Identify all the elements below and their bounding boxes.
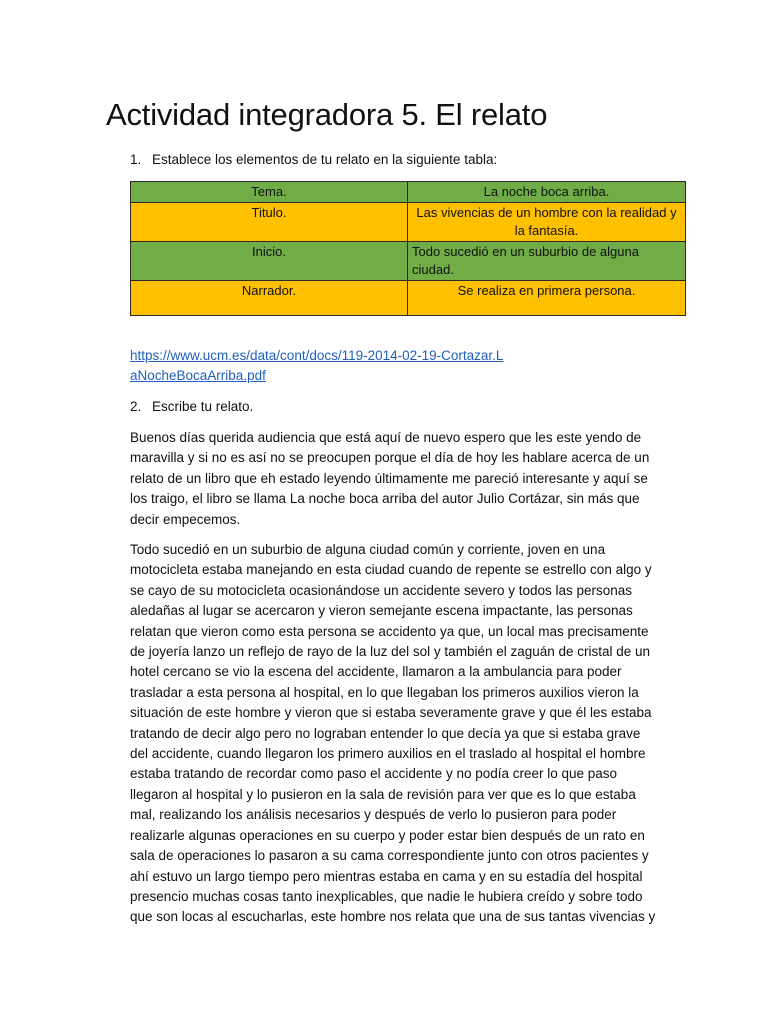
- table-cell-label: Narrador.: [131, 281, 408, 316]
- reference-link[interactable]: https://www.ucm.es/data/cont/docs/119-2014-02-19-Cortazar.LaNocheBocaArriba.pdf: [130, 348, 504, 383]
- table-row: [131, 242, 686, 281]
- table-cell-value: Todo sucedió en un suburbio de alguna ciudad.: [408, 242, 686, 281]
- task-2-number: 2.: [130, 399, 142, 414]
- table-cell-label: Titulo.: [131, 203, 408, 242]
- table-cell-value: Se realiza en primera persona.: [408, 281, 686, 316]
- table-cell-label: Inicio.: [131, 242, 408, 281]
- table-cell-label: Tema.: [131, 182, 408, 203]
- body-paragraph: Todo sucedió en un suburbio de alguna ciudad común y corriente, joven en una motocicleta estaba manejando en esta ciudad cuando de repente se estrello con algo y se cayo de su motocicleta ocasionándose un accidente severo y todos las personas aledañas al lugar se acercaron y vieron semejante escena impactante, las personas relatan que vieron como esta persona se accidento ya que, un local mas precisamente de joyería lanzo un reflejo de rayo de la luz del sol y también el zaguán de cristal de un hotel cercano se vio la escena del accidente, llamaron a la ambulancia para poder trasladar a esta persona al hospital, en lo que llegaban los primeros auxilios vieron la situación de este hombre y vieron que si estaba severamente grave y que él les estaba tratando de decir algo pero no lograban entender lo que decía ya que si estaba grave del accidente, cuando llegaron los primero auxilios en el traslado al hospital el hombre estaba tratando de recordar como paso el accidente y no podía creer lo que paso llegaron al hospital y lo pusieron en la sala de revisión para ver que es lo que estaba mal, realizando los análisis necesarios y después de verlo lo pusieron para poder realizarle algunas operaciones en su cuerpo y poder estar bien después de un rato en sala de operaciones lo pasaron a su cama correspondiente junto con otros pacientes y ahí estuvo un largo tiempo pero mientras estaba en cama y en su estadía del hospital presencio muchas cosas tanto inexplicables, que nadie le hubiera creído y sobre todo que son locas al escucharlas, este hombre nos relata que una de sus tantas vivencias y: [130, 542, 656, 925]
- table-row: [131, 203, 686, 242]
- table-cell-value: Las vivencias de un hombre con la realidad y la fantasía.: [408, 203, 686, 242]
- task-1-text: Establece los elementos de tu relato en la siguiente tabla:: [152, 152, 498, 167]
- body-paragraph: Buenos días querida audiencia que está aquí de nuevo espero que les este yendo de maravilla y si no es así no se preocupen porque el día de hoy les hablare acerca de un relato de un libro que eh estado leyendo últimamente me pareció interesante y aquí se los traigo, el libro se llama La noche boca arriba del autor Julio Cortázar, sin más que decir empecemos.: [130, 430, 650, 527]
- task-2-heading: [130, 398, 253, 416]
- task-2-text: Escribe tu relato.: [152, 399, 254, 414]
- page-title: Actividad integradora 5. El relato: [106, 97, 548, 132]
- table-cell-value: La noche boca arriba.: [408, 182, 686, 203]
- table-row: [131, 182, 686, 203]
- task-1-number: 1.: [130, 152, 142, 167]
- table-row: [131, 281, 686, 316]
- task-1-heading: [130, 151, 497, 169]
- story-elements-table: [130, 181, 686, 316]
